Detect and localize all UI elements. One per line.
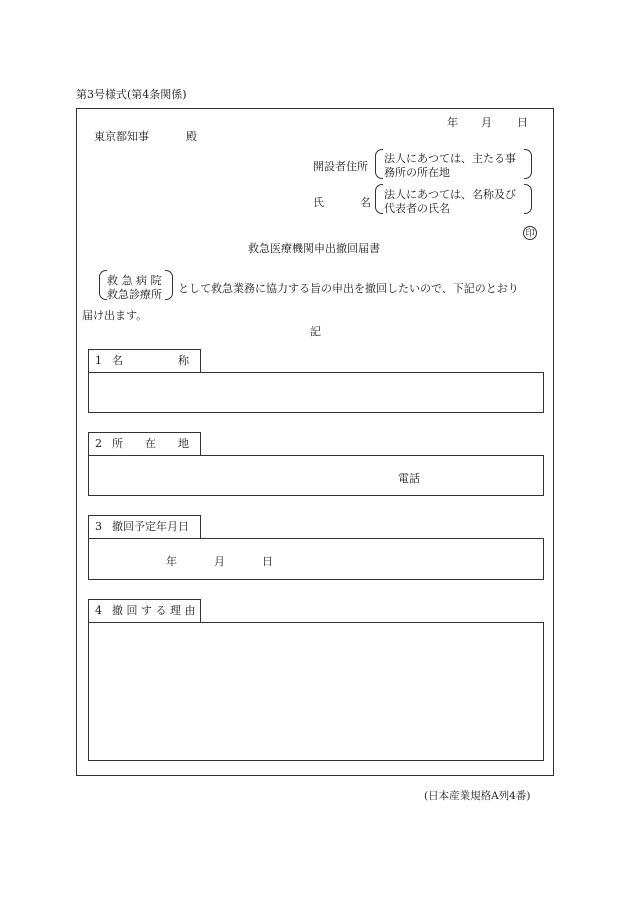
name-note-bracket-left	[375, 184, 383, 214]
applicant-name-label-1: 氏	[313, 196, 324, 209]
section-3-title: 撤回予定年月日	[112, 520, 189, 533]
name-note-bracket-right	[524, 184, 532, 214]
section-1-title: 名 称	[112, 354, 189, 367]
address-note-line-1: 法人にあつては、主たる事	[384, 152, 516, 165]
section-3-number: 3	[95, 520, 102, 533]
address-note-bracket-right	[524, 149, 532, 179]
name-note-line-1: 法人にあつては、名称及び	[384, 188, 516, 201]
withdrawal-year-label: 年	[166, 555, 177, 568]
applicant-address-label: 開設者住所	[313, 160, 368, 173]
body-text-line-2: 届け出ます。	[82, 309, 148, 322]
section-3-field[interactable]	[88, 538, 544, 580]
body-text-line-1: として救急業務に協力する旨の申出を撤回したいので、下記のとおり	[178, 282, 519, 295]
address-note-bracket-left	[375, 149, 383, 179]
date-month-label: 月	[481, 116, 492, 129]
section-4-field[interactable]	[88, 622, 544, 761]
section-2-number: 2	[95, 437, 102, 450]
section-2-label	[88, 432, 201, 456]
option-clinic: 救急診療所	[107, 288, 162, 301]
name-note-line-2: 代表者の氏名	[384, 202, 450, 215]
section-1-number: 1	[95, 354, 102, 367]
option-bracket-right	[165, 270, 173, 300]
date-year-label: 年	[447, 116, 458, 129]
address-note-line-2: 務所の所在地	[384, 166, 450, 179]
option-hospital: 救 急 病 院	[107, 274, 162, 287]
withdrawal-month-label: 月	[214, 555, 225, 568]
section-1-label	[88, 349, 201, 373]
style-number: 第3号様式(第4条関係)	[76, 88, 187, 101]
section-2-field[interactable]	[88, 455, 544, 496]
section-4-title: 撤 回 す る 理 由	[112, 604, 196, 617]
ki-heading: 記	[310, 325, 321, 338]
seal-mark: 印	[523, 226, 537, 240]
document-title: 救急医療機関申出撤回届書	[248, 242, 380, 255]
section-4-label	[88, 599, 201, 623]
date-day-label: 日	[517, 116, 528, 129]
phone-label: 電話	[398, 472, 420, 485]
withdrawal-day-label: 日	[262, 555, 273, 568]
paper-size-note: (日本産業規格A列4番)	[424, 790, 531, 802]
honorific: 殿	[186, 130, 197, 143]
section-3-label	[88, 515, 201, 539]
section-2-title: 所 在 地	[112, 437, 189, 450]
addressee: 東京都知事	[94, 130, 149, 143]
applicant-name-label-2: 名	[360, 196, 371, 209]
section-1-field[interactable]	[88, 372, 544, 413]
section-4-number: 4	[95, 604, 102, 617]
option-bracket-left	[99, 270, 107, 300]
